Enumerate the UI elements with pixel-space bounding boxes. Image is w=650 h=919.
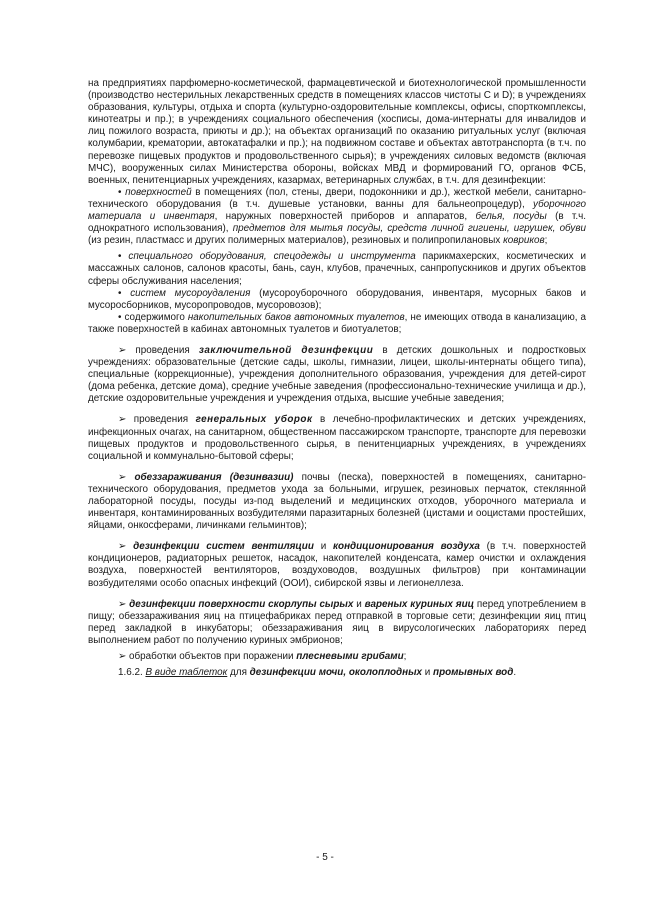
arrow-marker: ➢	[118, 598, 127, 610]
page-number: - 5 -	[316, 852, 334, 863]
arrow-marker: ➢	[118, 344, 127, 356]
mold-paragraph: ➢ обработки объектов при поражении плесневыми грибами;	[118, 651, 407, 663]
bullet-marker: •	[118, 186, 122, 198]
bullet-marker: •	[118, 311, 122, 323]
intro-paragraph: на предприятиях парфюмерно-косметической, фармацевтической и биотехнологической промышленности (производство нестерильных лекарственных средств в помещениях классов чистоты C и D); в учреждениях образования, культуры, отдыха и спорта (культурно-оздоровительные комплексы, офисы, спорткомплексы, кинотеатры и пр.); в учреждениях социального обеспечения (хосписы, дома-интернаты для инвалидов и лиц пожилого возраста, приюты и др.); на объектах организаций по оказанию ритуальных услуг (включая колумбарии, крематории, автокатафалки и пр.); на подвижном составе и объектах автотранспорта (в т.ч. по перевозке пищевых продуктов и продовольственного сырья); в учреждениях силовых ведомств (включая МЧС), вооруженных силах Министерства обороны, войсках МВД и формирований ГО, органов ФСБ, военных, пенитенциарных учреждениях, казармах, ветеринарных службах, в т.ч. для дезинфекции:	[88, 78, 586, 186]
section-number: 1.6.2.	[118, 667, 146, 679]
egg-shell-paragraph: ➢ дезинфекции поверхности скорлупы сырых и вареных куриных яиц перед употреблением в пищу; обеззараживания яиц на птицефабриках перед отправкой в торговые сети; дезинфекции яиц птиц перед закладкой в инкубаторы; обеззараживания яиц в вирусологических лабораториях перед выполнением работ по получению куриных эмбрионов;	[88, 598, 586, 646]
general-cleaning-paragraph: ➢ проведения генеральных уборок в лечебно-профилактических и детских учреждениях, инфекционных очагах, на санитарном, общественном пассажирском транспорте, транспорте для перевозки пищевых продуктов и продовольственного сырья, в пенитенциарных учреждениях, в учреждениях социальной и коммунально-бытовой сферы;	[88, 414, 586, 462]
arrow-marker: ➢	[118, 414, 127, 426]
arrow-marker: ➢	[118, 471, 127, 483]
section-1-6-2: 1.6.2. В виде таблеток для дезинфекции мочи, околоплодных и промывных вод.	[118, 667, 517, 679]
bullet-marker: •	[118, 251, 122, 263]
bullet-special-equipment: • специального оборудования, спецодежды и инструмента парикмахерских, косметических и массажных салонов, салонов красоты, бань, саун, клубов, прачечных, санпропускников и других объектов сферы обслуживания населения;	[88, 251, 586, 287]
disinvasion-paragraph: ➢ обеззараживания (дезинвазии) почвы (песка), поверхностей в помещениях, санитарно-технического оборудования, предметов ухода за больными, игрушек, резиновых перчаток, стеклянной лабораторной посуды, посуды из-под выделений и медицинских отходов, уборочного материала и инвентаря, контаминированных возбудителями паразитарных болезней (цистами и ооцистами простейших, яйцами, онкосферами, личинками гельминтов);	[88, 471, 587, 532]
final-disinfection-paragraph: ➢ проведения заключительной дезинфекции в детских дошкольных и подростковых учреждениях: образовательные (детские сады, школы, гимназии, лицеи, школы-интернаты общего типа), специальные (коррекционные), учреждения дополнительного образования, учреждения для детей-сирот (дома ребенка, детские дома), средние учебные заведения (профессионально-технические училища и др.), детские оздоровительные учреждения и учреждения отдыха, высшие учебные заведения;	[88, 344, 586, 405]
arrow-marker: ➢	[118, 651, 127, 663]
arrow-marker: ➢	[118, 541, 127, 553]
bullet-waste-systems: • систем мусороудаления (мусороуборочного оборудования, инвентаря, мусорных баков и мусоросборников, мусоропроводов, мусоровозов);	[88, 287, 586, 311]
bullet-toilet-tanks: • содержимого накопительных баков автономных туалетов, не имеющих отвода в канализацию, а также поверхностей в кабинах автономных туалетов и биотуалетов;	[88, 311, 586, 335]
bullet-surfaces: • поверхностей в помещениях (пол, стены, двери, подоконники и др.), жесткой мебели, санитарно-технического оборудования (в т.ч. душевые установки, ванны для бальнеопроцедур), уборочного материала и инвентаря, наружных поверхностей приборов и аппаратов, белья, посуды (в т.ч. однократного использования), предметов для мытья посуды, средств личной гигиены, игрушек, обуви (из резин, пластмасс и других полимерных материалов), резиновых и полипропилановых ковриков;	[88, 186, 586, 247]
ventilation-paragraph: ➢ дезинфекции систем вентиляции и кондиционирования воздуха (в т.ч. поверхностей кондиционеров, радиаторных решеток, насадок, накопителей конденсата, камер очистки и охлаждения воздуха, поверхностей вентиляторов, воздуховодов, воздушных фильтров) при контаминации возбудителями особо опасных инфекций (ООИ), сибирской язвы и легионеллеза.	[88, 541, 586, 589]
bullet-marker: •	[118, 287, 122, 299]
